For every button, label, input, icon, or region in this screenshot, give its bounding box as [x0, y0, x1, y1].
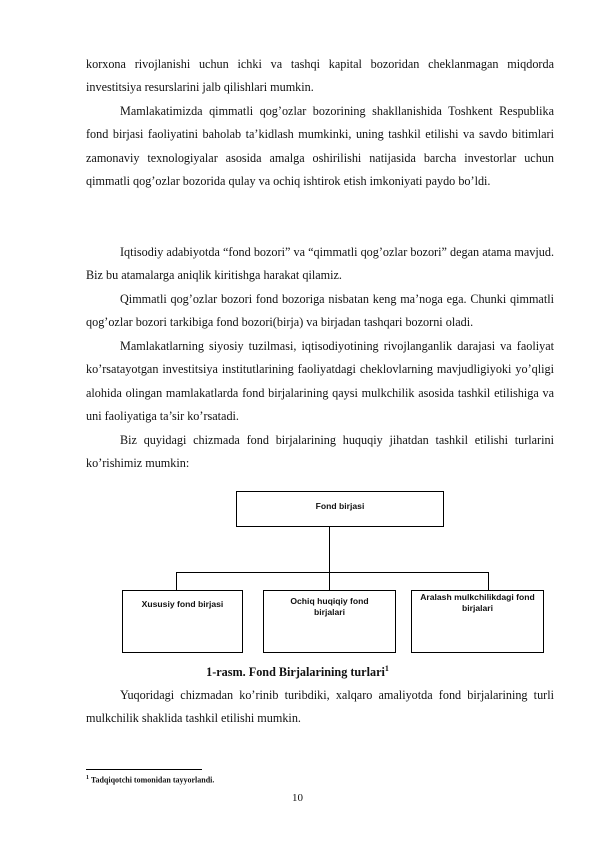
- caption-text: 1-rasm. Fond Birjalarining turlari: [206, 665, 385, 680]
- diagram-root-box: Fond birjasi: [236, 491, 444, 527]
- caption-footnote-ref: 1: [384, 664, 389, 673]
- connector-middle: [329, 572, 330, 590]
- paragraph-5: Mamlakatlarning siyosiy tuzilmasi, iqtisodiyotining rivojlanganlik darajasi va faoliyat ko’rsatayotgan investitsiya institutlarining faoliyatdagi cheklovlarning mavjudligiyoki yo’qligi alohida olingan mamlakatlarda fond birjalarining qaysi mulkchilik asosida tashkil etilishiga va uni faoliyatiga ta’sir ko’rsatadi.: [86, 339, 554, 424]
- paragraph-after-figure: Yuqoridagi chizmadan ko’rinib turibdiki, xalqaro amaliyotda fond birjalarining turli mulkchilik shaklida tashkil etilishi mumkin.: [86, 688, 554, 726]
- paragraph-6: Biz quyidagi chizmada fond birjalarining huquqiy jihatdan tashkil etilishi turlarini ko’rishimiz mumkin:: [86, 433, 554, 471]
- org-diagram: [0, 488, 595, 658]
- connector-vertical: [329, 527, 330, 572]
- diagram-child-box-private: Xususiy fond birjasi: [122, 590, 243, 653]
- paragraph-1: korxona rivojlanishi uchun ichki va tashqi kapital bozoridan cheklanmagan miqdorda investitsiya resurslarini jalb qilishlari mumkin.: [86, 57, 554, 95]
- footnote-separator: [86, 769, 202, 770]
- footnote-text: Tadqiqotchi tomonidan tayyorlandi.: [90, 775, 215, 785]
- footnote-mark: 1: [86, 775, 89, 781]
- paragraph-3: Iqtisodiy adabiyotda “fond bozori” va “qimmatli qog’ozlar bozori” degan atama mavjud. Biz bu atamalarga aniqlik kiritishga harakat qilamiz.: [86, 245, 554, 283]
- diagram-child-box-mixed: Aralash mulkchilikdagi fond birjalari: [411, 590, 544, 653]
- diagram-child-box-open: Ochiq huqiqiy fond birjalari: [263, 590, 396, 653]
- connector-horizontal: [176, 572, 489, 573]
- footnote: [86, 773, 214, 786]
- figure-caption: [0, 660, 595, 681]
- page-number: 10: [292, 792, 303, 804]
- paragraph-4: Qimmatli qog’ozlar bozori fond bozoriga nisbatan keng ma’noga ega. Chunki qimmatli qog’ozlar bozori tarkibiga fond bozori(birja) va birjadan tashqari bozorni oladi.: [86, 292, 554, 330]
- paragraph-2: Mamlakatimizda qimmatli qog’ozlar bozorining shakllanishida Toshkent Respublika fond birjasi faoliyatini baholab ta’kidlash mumkinki, uning tashkil etilishi va savdo bitimlari zamonaviy texnologiyalar asosida amalga oshirilishi natijasida barcha investorlar uchun qimmatli qog’ozlar bozorida qulay va ochiq ishtirok etish imkoniyati paydo bo’ldi.: [86, 104, 554, 189]
- connector-right: [488, 572, 489, 590]
- connector-left: [176, 572, 177, 590]
